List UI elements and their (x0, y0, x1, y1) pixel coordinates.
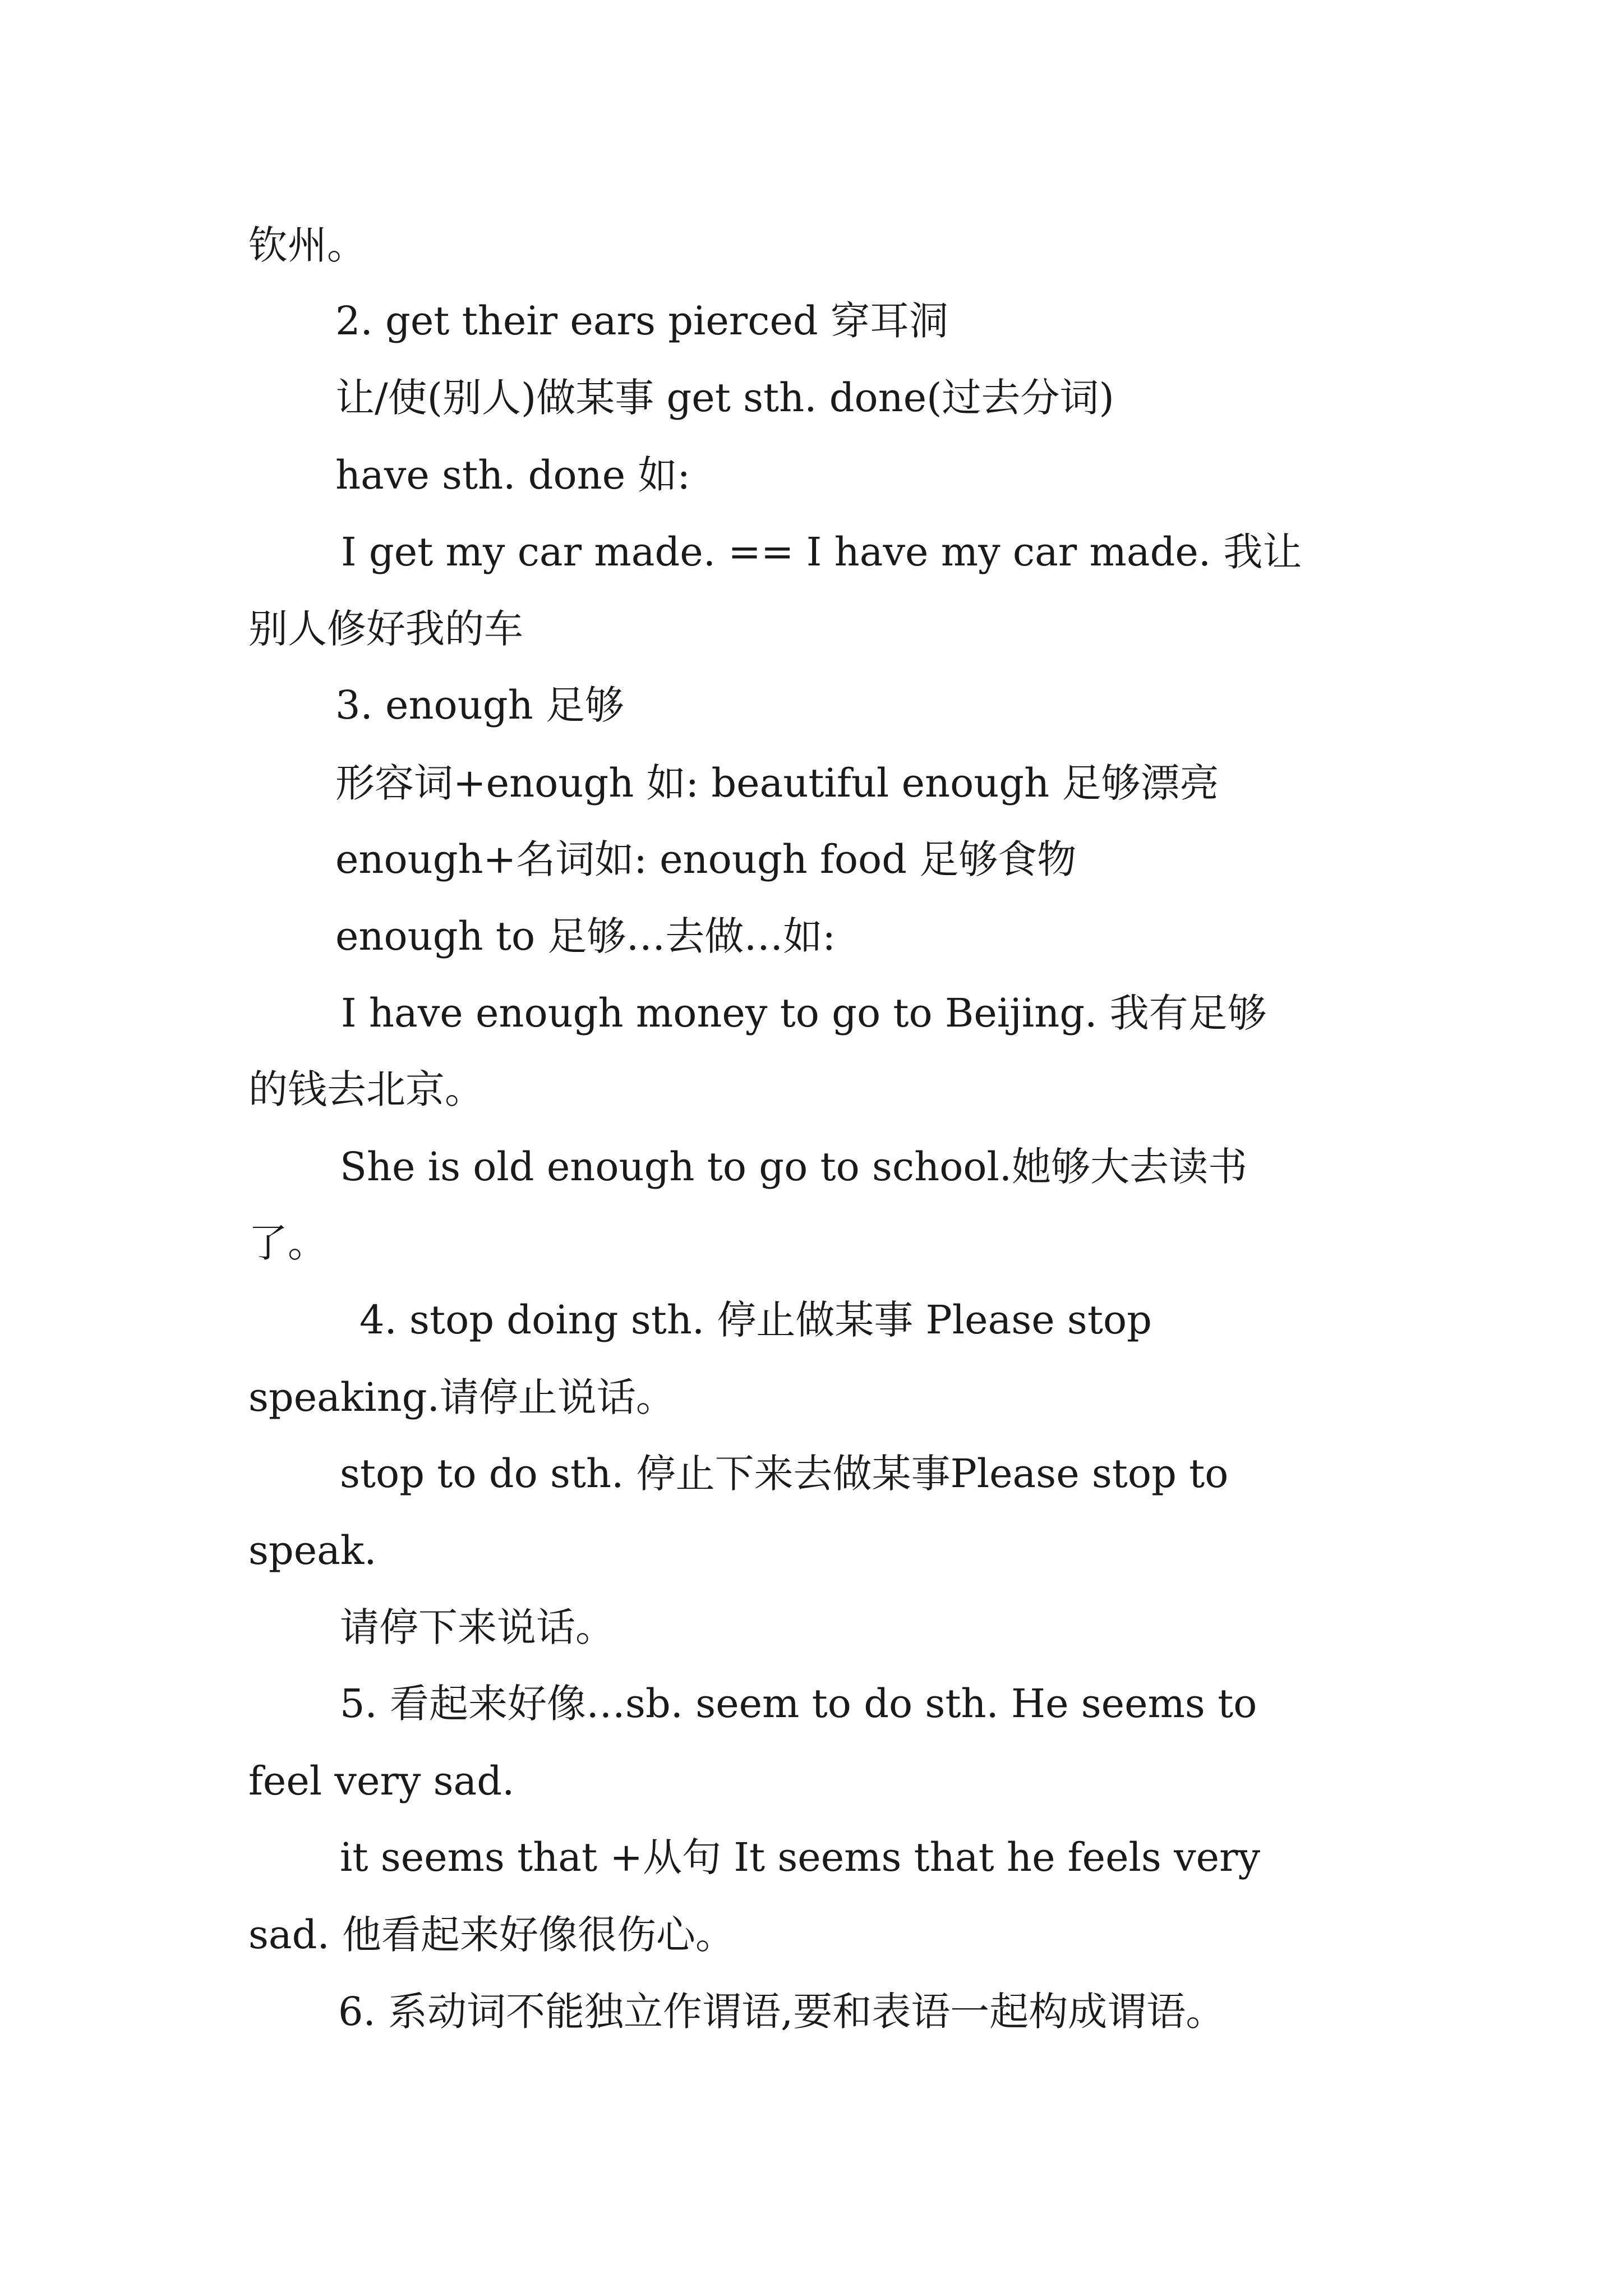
text-line: 钦州。 (248, 222, 366, 268)
text-line: 了。 (248, 1220, 327, 1266)
text-line: 3. enough 足够 (335, 682, 624, 728)
text-line: 4. stop doing sth. 停止做某事 Please stop (359, 1297, 1152, 1343)
text-line: speak. (248, 1527, 377, 1573)
text-line: enough+名词如: enough food 足够食物 (335, 836, 1077, 882)
text-line: it seems that +从句 It seems that he feels very (340, 1834, 1261, 1880)
text-line: sad. 他看起来好像很伤心。 (248, 1912, 735, 1958)
text-line: feel very sad. (248, 1758, 515, 1804)
text-line: 让/使(别人)做某事 get sth. done(过去分词) (335, 375, 1114, 421)
text-line: stop to do sth. 停止下来去做某事Please stop to (340, 1451, 1229, 1497)
text-line: enough to 足够…去做…如: (335, 913, 836, 959)
text-line: 的钱去北京。 (248, 1066, 484, 1112)
text-line: 请停下来说话。 (340, 1604, 615, 1650)
text-line: I have enough money to go to Beijing. 我有足够 (341, 990, 1267, 1036)
text-line: I get my car made. == I have my car made. 我让 (341, 529, 1302, 575)
text-line: speaking.请停止说话。 (248, 1374, 675, 1420)
text-line: have sth. done 如: (335, 452, 690, 498)
text-line: 5. 看起来好像…sb. seem to do sth. He seems to (340, 1681, 1257, 1727)
text-line: 6. 系动词不能独立作谓语,要和表语一起构成谓语。 (338, 1989, 1225, 2035)
text-line: 形容词+enough 如: beautiful enough 足够漂亮 (335, 760, 1219, 806)
text-line: 2. get their ears pierced 穿耳洞 (335, 298, 948, 344)
text-line: 别人修好我的车 (248, 606, 523, 652)
text-line: She is old enough to go to school.她够大去读书 (340, 1144, 1248, 1190)
